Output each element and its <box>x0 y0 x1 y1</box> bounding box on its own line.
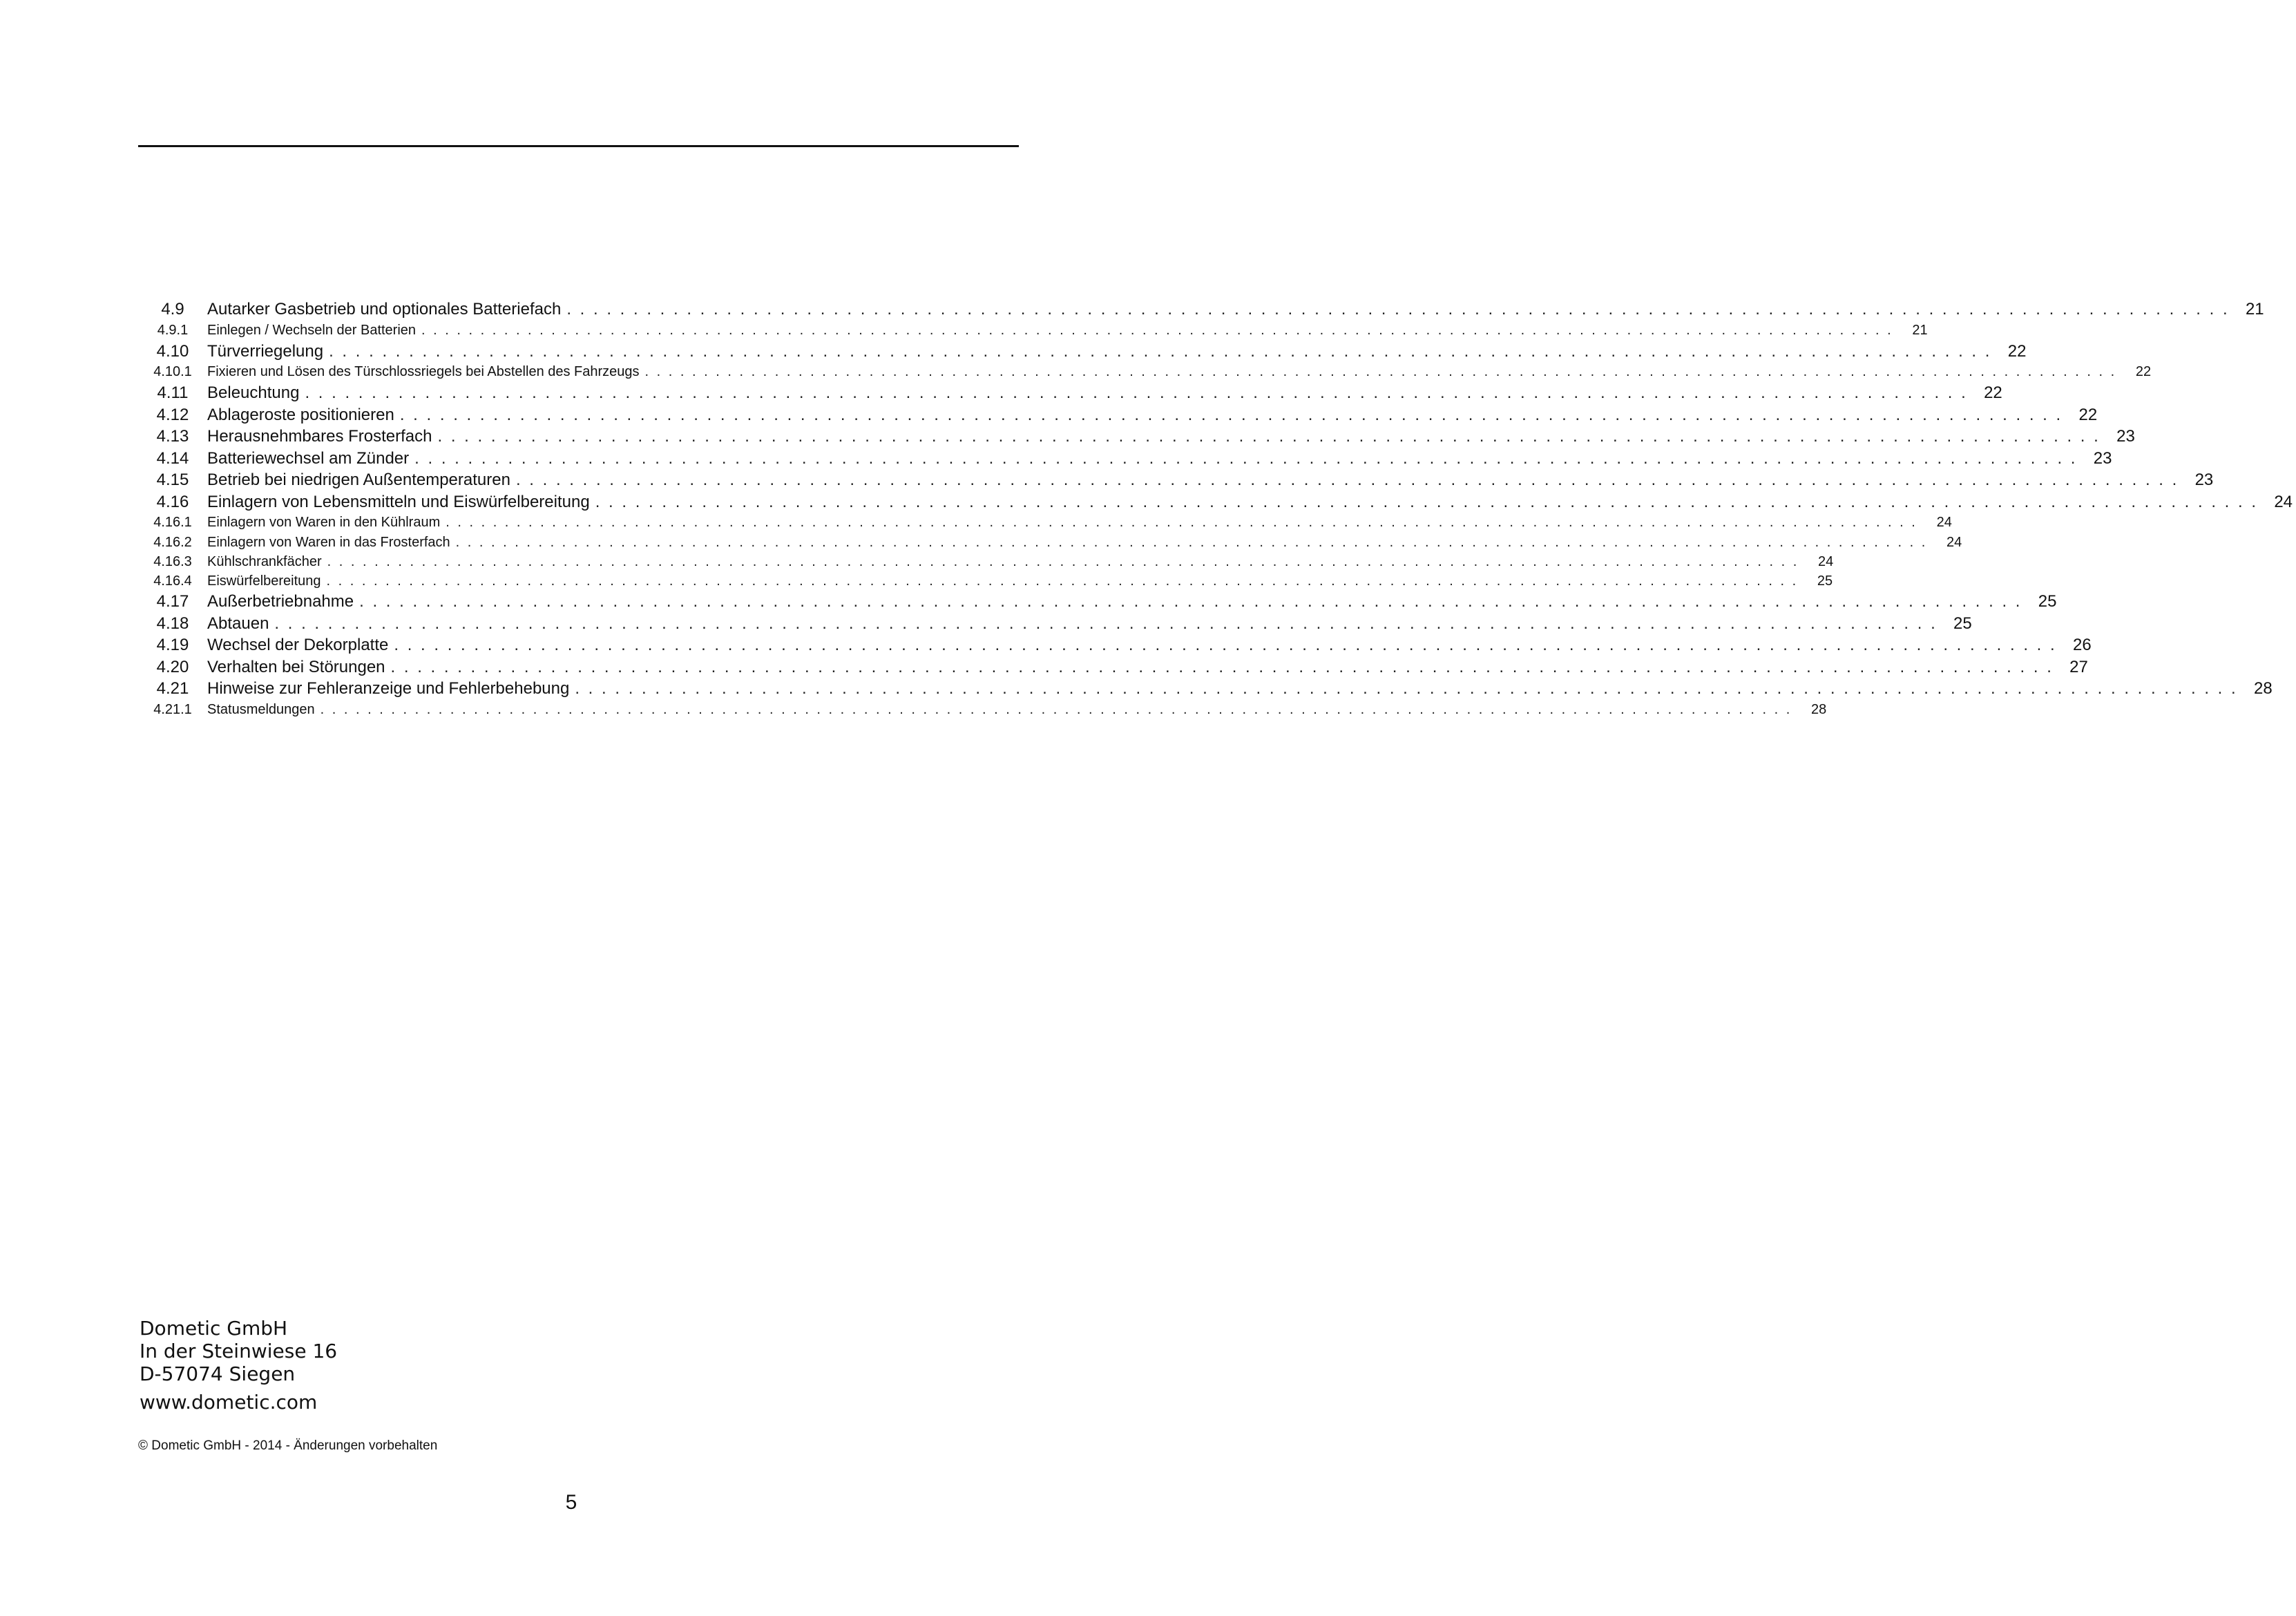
toc-entry[interactable] <box>138 321 1928 341</box>
city-address: D-57074 Siegen <box>140 1362 296 1385</box>
toc-entry-title: Einlagern von Lebensmitteln und Eiswürfelbereitung <box>207 492 590 511</box>
toc-entry-page: 24 <box>1818 554 1834 569</box>
toc-entry-number: 4.15 <box>156 470 189 489</box>
toc-entry-number: 4.10.1 <box>153 364 192 379</box>
toc-entry-title: Ablageroste positionieren <box>207 405 394 424</box>
toc-dot-leader: . . . . . . . . . . . . . . . . . . . . . . . . . . . . . . . . . . . . . . . . . . . . . . . . . . . . . . . . . . . . . . . . . . . . . . . . . . . . . . . . . . . . . . . . . . . . . . . . . . . . . . . . . . . . . . . . . . . . . . . . . . . . . <box>455 535 1928 550</box>
toc-entry-page: 22 <box>2135 364 2152 379</box>
toc-entry-number: 4.16.4 <box>153 573 192 589</box>
toc-entry-number: 4.9 <box>161 300 184 319</box>
toc-entry-number: 4.17 <box>156 592 189 611</box>
toc-entry-title: Fixieren und Lösen des Türschlossriegels bei Abstellen des Fahrzeugs <box>207 364 640 379</box>
toc-entry[interactable] <box>138 469 2214 491</box>
toc-entry-title: Herausnehmbares Frosterfach <box>207 427 432 446</box>
toc-entry[interactable] <box>138 341 2027 363</box>
toc-entry-title: Wechsel der Dekorplatte <box>207 636 389 654</box>
toc-entry-title: Kühlschrankfächer <box>207 554 322 569</box>
toc-entry-number: 4.19 <box>156 636 189 654</box>
toc-entry[interactable] <box>138 513 1952 533</box>
toc-entry[interactable] <box>138 613 1972 635</box>
toc-entry-number: 4.16.2 <box>153 535 192 550</box>
toc-dot-leader: . . . . . . . . . . . . . . . . . . . . . . . . . . . . . . . . . . . . . . . . . . . . . . . . . . . . . . . . . . . . . . . . . . . . . . . . . . . . . . . . . . . . . . . . . . . . . . . . . . . . . . . . . . . . . . . . . . . . . . . . . . . . . <box>359 592 2022 611</box>
toc-entry[interactable] <box>138 700 1827 720</box>
toc-entry-title: Einlagern von Waren in den Kühlraum <box>207 515 441 530</box>
toc-entry[interactable] <box>138 552 1834 571</box>
toc-entry-number: 4.9.1 <box>157 322 189 338</box>
toc-entry-title: Beleuchtung <box>207 383 300 402</box>
toc-dot-leader: . . . . . . . . . . . . . . . . . . . . . . . . . . . . . . . . . . . . . . . . . . . . . . . . . . . . . . . . . . . . . . . . . . . . . . . . . . . . . . . . . . . . . . . . . . . . . . . . . . . . . . . . . . . . . . . . . . . . . . . . . . . . . <box>326 573 1799 589</box>
toc-entry-title: Einlegen / Wechseln der Batterien <box>207 322 417 338</box>
toc-entry[interactable] <box>138 382 2002 404</box>
toc-dot-leader: . . . . . . . . . . . . . . . . . . . . . . . . . . . . . . . . . . . . . . . . . . . . . . . . . . . . . . . . . . . . . . . . . . . . . . . . . . . . . . . . . . . . . . . . . . . . . . . . . . . . . . . . . . . . . . . . . . . . . . . . . . . . . <box>414 448 2078 468</box>
toc-dot-leader: . . . . . . . . . . . . . . . . . . . . . . . . . . . . . . . . . . . . . . . . . . . . . . . . . . . . . . . . . . . . . . . . . . . . . . . . . . . . . . . . . . . . . . . . . . . . . . . . . . . . . . . . . . . . . . . . . . . . . . . . . . . . . <box>421 322 1893 338</box>
toc-dot-leader: . . . . . . . . . . . . . . . . . . . . . . . . . . . . . . . . . . . . . . . . . . . . . . . . . . . . . . . . . . . . . . . . . . . . . . . . . . . . . . . . . . . . . . . . . . . . . . . . . . . . . . . . . . . . . . . . . . . . . . . . . . . . . <box>329 341 1992 361</box>
toc-entry-number: 4.14 <box>156 448 189 468</box>
toc-entry-title: Außerbetriebnahme <box>207 592 354 611</box>
toc-entry-page: 24 <box>1936 515 1952 530</box>
toc-entry-title: Verhalten bei Störungen <box>207 657 385 676</box>
toc-dot-leader: . . . . . . . . . . . . . . . . . . . . . . . . . . . . . . . . . . . . . . . . . . . . . . . . . . . . . . . . . . . . . . . . . . . . . . . . . . . . . . . . . . . . . . . . . . . . . . . . . . . . . . . . . . . . . . . . . . . . . . . . . . . . . <box>595 492 2259 511</box>
toc-entry[interactable] <box>138 426 2135 448</box>
toc-entry-page: 25 <box>1817 573 1833 589</box>
toc-entry-title: Abtauen <box>207 614 269 633</box>
toc-entry-title: Autarker Gasbetrieb und optionales Batteriefach <box>207 300 562 319</box>
toc-entry[interactable] <box>138 533 1962 552</box>
toc-entry-number: 4.16 <box>156 492 189 511</box>
toc-entry-page: 25 <box>2038 592 2057 611</box>
top-rule <box>138 145 1019 147</box>
toc-entry-page: 25 <box>1953 614 1972 633</box>
toc-dot-leader: . . . . . . . . . . . . . . . . . . . . . . . . . . . . . . . . . . . . . . . . . . . . . . . . . . . . . . . . . . . . . . . . . . . . . . . . . . . . . . . . . . . . . . . . . . . . . . . . . . . . . . . . . . . . . . . . . . . . . . . . . . . . . <box>390 657 2054 676</box>
toc-entry-page: 21 <box>2245 300 2264 319</box>
toc-entry-number: 4.12 <box>156 405 189 424</box>
toc-dot-leader: . . . . . . . . . . . . . . . . . . . . . . . . . . . . . . . . . . . . . . . . . . . . . . . . . . . . . . . . . . . . . . . . . . . . . . . . . . . . . . . . . . . . . . . . . . . . . . . . . . . . . . . . . . . . . . . . . . . . . . . . . . . . . <box>394 636 2057 654</box>
toc-entry[interactable] <box>138 591 2057 613</box>
toc-entry-number: 4.21 <box>156 679 189 698</box>
table-of-contents <box>138 298 2293 720</box>
toc-entry-page: 23 <box>2116 427 2135 446</box>
toc-dot-leader: . . . . . . . . . . . . . . . . . . . . . . . . . . . . . . . . . . . . . . . . . . . . . . . . . . . . . . . . . . . . . . . . . . . . . . . . . . . . . . . . . . . . . . . . . . . . . . . . . . . . . . . . . . . . . . . . . . . . . . . . . . . . . <box>446 515 1917 530</box>
toc-entry-title: Einlagern von Waren in das Frosterfach <box>207 535 450 550</box>
toc-entry-number: 4.16.3 <box>153 554 192 569</box>
toc-entry-page: 26 <box>2072 636 2092 654</box>
toc-entry[interactable] <box>138 362 2152 382</box>
toc-entry-number: 4.16.1 <box>153 515 192 530</box>
toc-entry-title: Eiswürfelbereitung <box>207 573 321 589</box>
copyright-notice: © Dometic GmbH - 2014 - Änderungen vorbehalten <box>138 1438 438 1453</box>
toc-entry-page: 22 <box>1984 383 2002 402</box>
toc-entry-title: Betrieb bei niedrigen Außentemperaturen <box>207 470 510 489</box>
toc-entry-page: 21 <box>1912 322 1928 338</box>
toc-entry[interactable] <box>138 298 2264 321</box>
toc-entry[interactable] <box>138 678 2273 700</box>
toc-dot-leader: . . . . . . . . . . . . . . . . . . . . . . . . . . . . . . . . . . . . . . . . . . . . . . . . . . . . . . . . . . . . . . . . . . . . . . . . . . . . . . . . . . . . . . . . . . . . . . . . . . . . . . . . . . . . . . . . . . . . . . . . . . . . . <box>274 614 1938 633</box>
toc-entry-page: 28 <box>2253 679 2273 698</box>
company-address <box>140 1317 337 1414</box>
toc-entry-number: 4.13 <box>156 427 189 446</box>
street-address: In der Steinwiese 16 <box>140 1340 338 1362</box>
company-name: Dometic GmbH <box>140 1317 288 1340</box>
toc-entry-page: 27 <box>2069 657 2088 676</box>
toc-dot-leader: . . . . . . . . . . . . . . . . . . . . . . . . . . . . . . . . . . . . . . . . . . . . . . . . . . . . . . . . . . . . . . . . . . . . . . . . . . . . . . . . . . . . . . . . . . . . . . . . . . . . . . . . . . . . . . . . . . . . . . . . . . . . . <box>515 470 2179 489</box>
toc-entry-number: 4.18 <box>156 614 189 633</box>
toc-entry[interactable] <box>138 491 2293 513</box>
toc-dot-leader: . . . . . . . . . . . . . . . . . . . . . . . . . . . . . . . . . . . . . . . . . . . . . . . . . . . . . . . . . . . . . . . . . . . . . . . . . . . . . . . . . . . . . . . . . . . . . . . . . . . . . . . . . . . . . . . . . . . . . . . . . . . . . <box>320 701 1792 717</box>
toc-dot-leader: . . . . . . . . . . . . . . . . . . . . . . . . . . . . . . . . . . . . . . . . . . . . . . . . . . . . . . . . . . . . . . . . . . . . . . . . . . . . . . . . . . . . . . . . . . . . . . . . . . . . . . . . . . . . . . . . . . . . . . . . . . . . . <box>305 383 1968 402</box>
toc-dot-leader: . . . . . . . . . . . . . . . . . . . . . . . . . . . . . . . . . . . . . . . . . . . . . . . . . . . . . . . . . . . . . . . . . . . . . . . . . . . . . . . . . . . . . . . . . . . . . . . . . . . . . . . . . . . . . . . . . . . . . . . . . . . . . <box>327 554 1799 569</box>
toc-entry-page: 23 <box>2093 448 2112 468</box>
toc-entry[interactable] <box>138 571 1833 591</box>
toc-entry-page: 24 <box>1946 535 1962 550</box>
toc-entry[interactable] <box>138 448 2112 470</box>
toc-entry-number: 4.20 <box>156 657 189 676</box>
toc-entry[interactable] <box>138 404 2098 426</box>
toc-dot-leader: . . . . . . . . . . . . . . . . . . . . . . . . . . . . . . . . . . . . . . . . . . . . . . . . . . . . . . . . . . . . . . . . . . . . . . . . . . . . . . . . . . . . . . . . . . . . . . . . . . . . . . . . . . . . . . . . . . . . . . . . . . . . . <box>399 405 2063 424</box>
toc-entry[interactable] <box>138 634 2092 656</box>
website-link[interactable]: www.dometic.com <box>140 1391 318 1414</box>
toc-entry-number: 4.10 <box>156 341 189 361</box>
page-number: 5 <box>565 1491 577 1514</box>
toc-entry-page: 22 <box>2007 341 2027 361</box>
toc-entry[interactable] <box>138 656 2088 678</box>
toc-dot-leader: . . . . . . . . . . . . . . . . . . . . . . . . . . . . . . . . . . . . . . . . . . . . . . . . . . . . . . . . . . . . . . . . . . . . . . . . . . . . . . . . . . . . . . . . . . . . . . . . . . . . . . . . . . . . . . . . . . . . . . . . . . . . . <box>566 300 2230 319</box>
toc-entry-number: 4.21.1 <box>153 701 192 717</box>
toc-entry-title: Statusmeldungen <box>207 701 315 717</box>
toc-entry-title: Türverriegelung <box>207 341 324 361</box>
toc-entry-page: 28 <box>1811 701 1827 717</box>
toc-entry-page: 24 <box>2274 492 2293 511</box>
toc-dot-leader: . . . . . . . . . . . . . . . . . . . . . . . . . . . . . . . . . . . . . . . . . . . . . . . . . . . . . . . . . . . . . . . . . . . . . . . . . . . . . . . . . . . . . . . . . . . . . . . . . . . . . . . . . . . . . . . . . . . . . . . . . . . . . <box>575 679 2238 698</box>
toc-entry-page: 23 <box>2194 470 2214 489</box>
toc-dot-leader: . . . . . . . . . . . . . . . . . . . . . . . . . . . . . . . . . . . . . . . . . . . . . . . . . . . . . . . . . . . . . . . . . . . . . . . . . . . . . . . . . . . . . . . . . . . . . . . . . . . . . . . . . . . . . . . . . . . . . . . . . . . . . <box>644 364 2117 379</box>
toc-entry-page: 22 <box>2078 405 2098 424</box>
toc-entry-number: 4.11 <box>157 383 189 402</box>
toc-entry-title: Hinweise zur Fehleranzeige und Fehlerbehebung <box>207 679 570 698</box>
toc-entry-title: Batteriewechsel am Zünder <box>207 448 410 468</box>
toc-dot-leader: . . . . . . . . . . . . . . . . . . . . . . . . . . . . . . . . . . . . . . . . . . . . . . . . . . . . . . . . . . . . . . . . . . . . . . . . . . . . . . . . . . . . . . . . . . . . . . . . . . . . . . . . . . . . . . . . . . . . . . . . . . . . . <box>437 427 2101 446</box>
